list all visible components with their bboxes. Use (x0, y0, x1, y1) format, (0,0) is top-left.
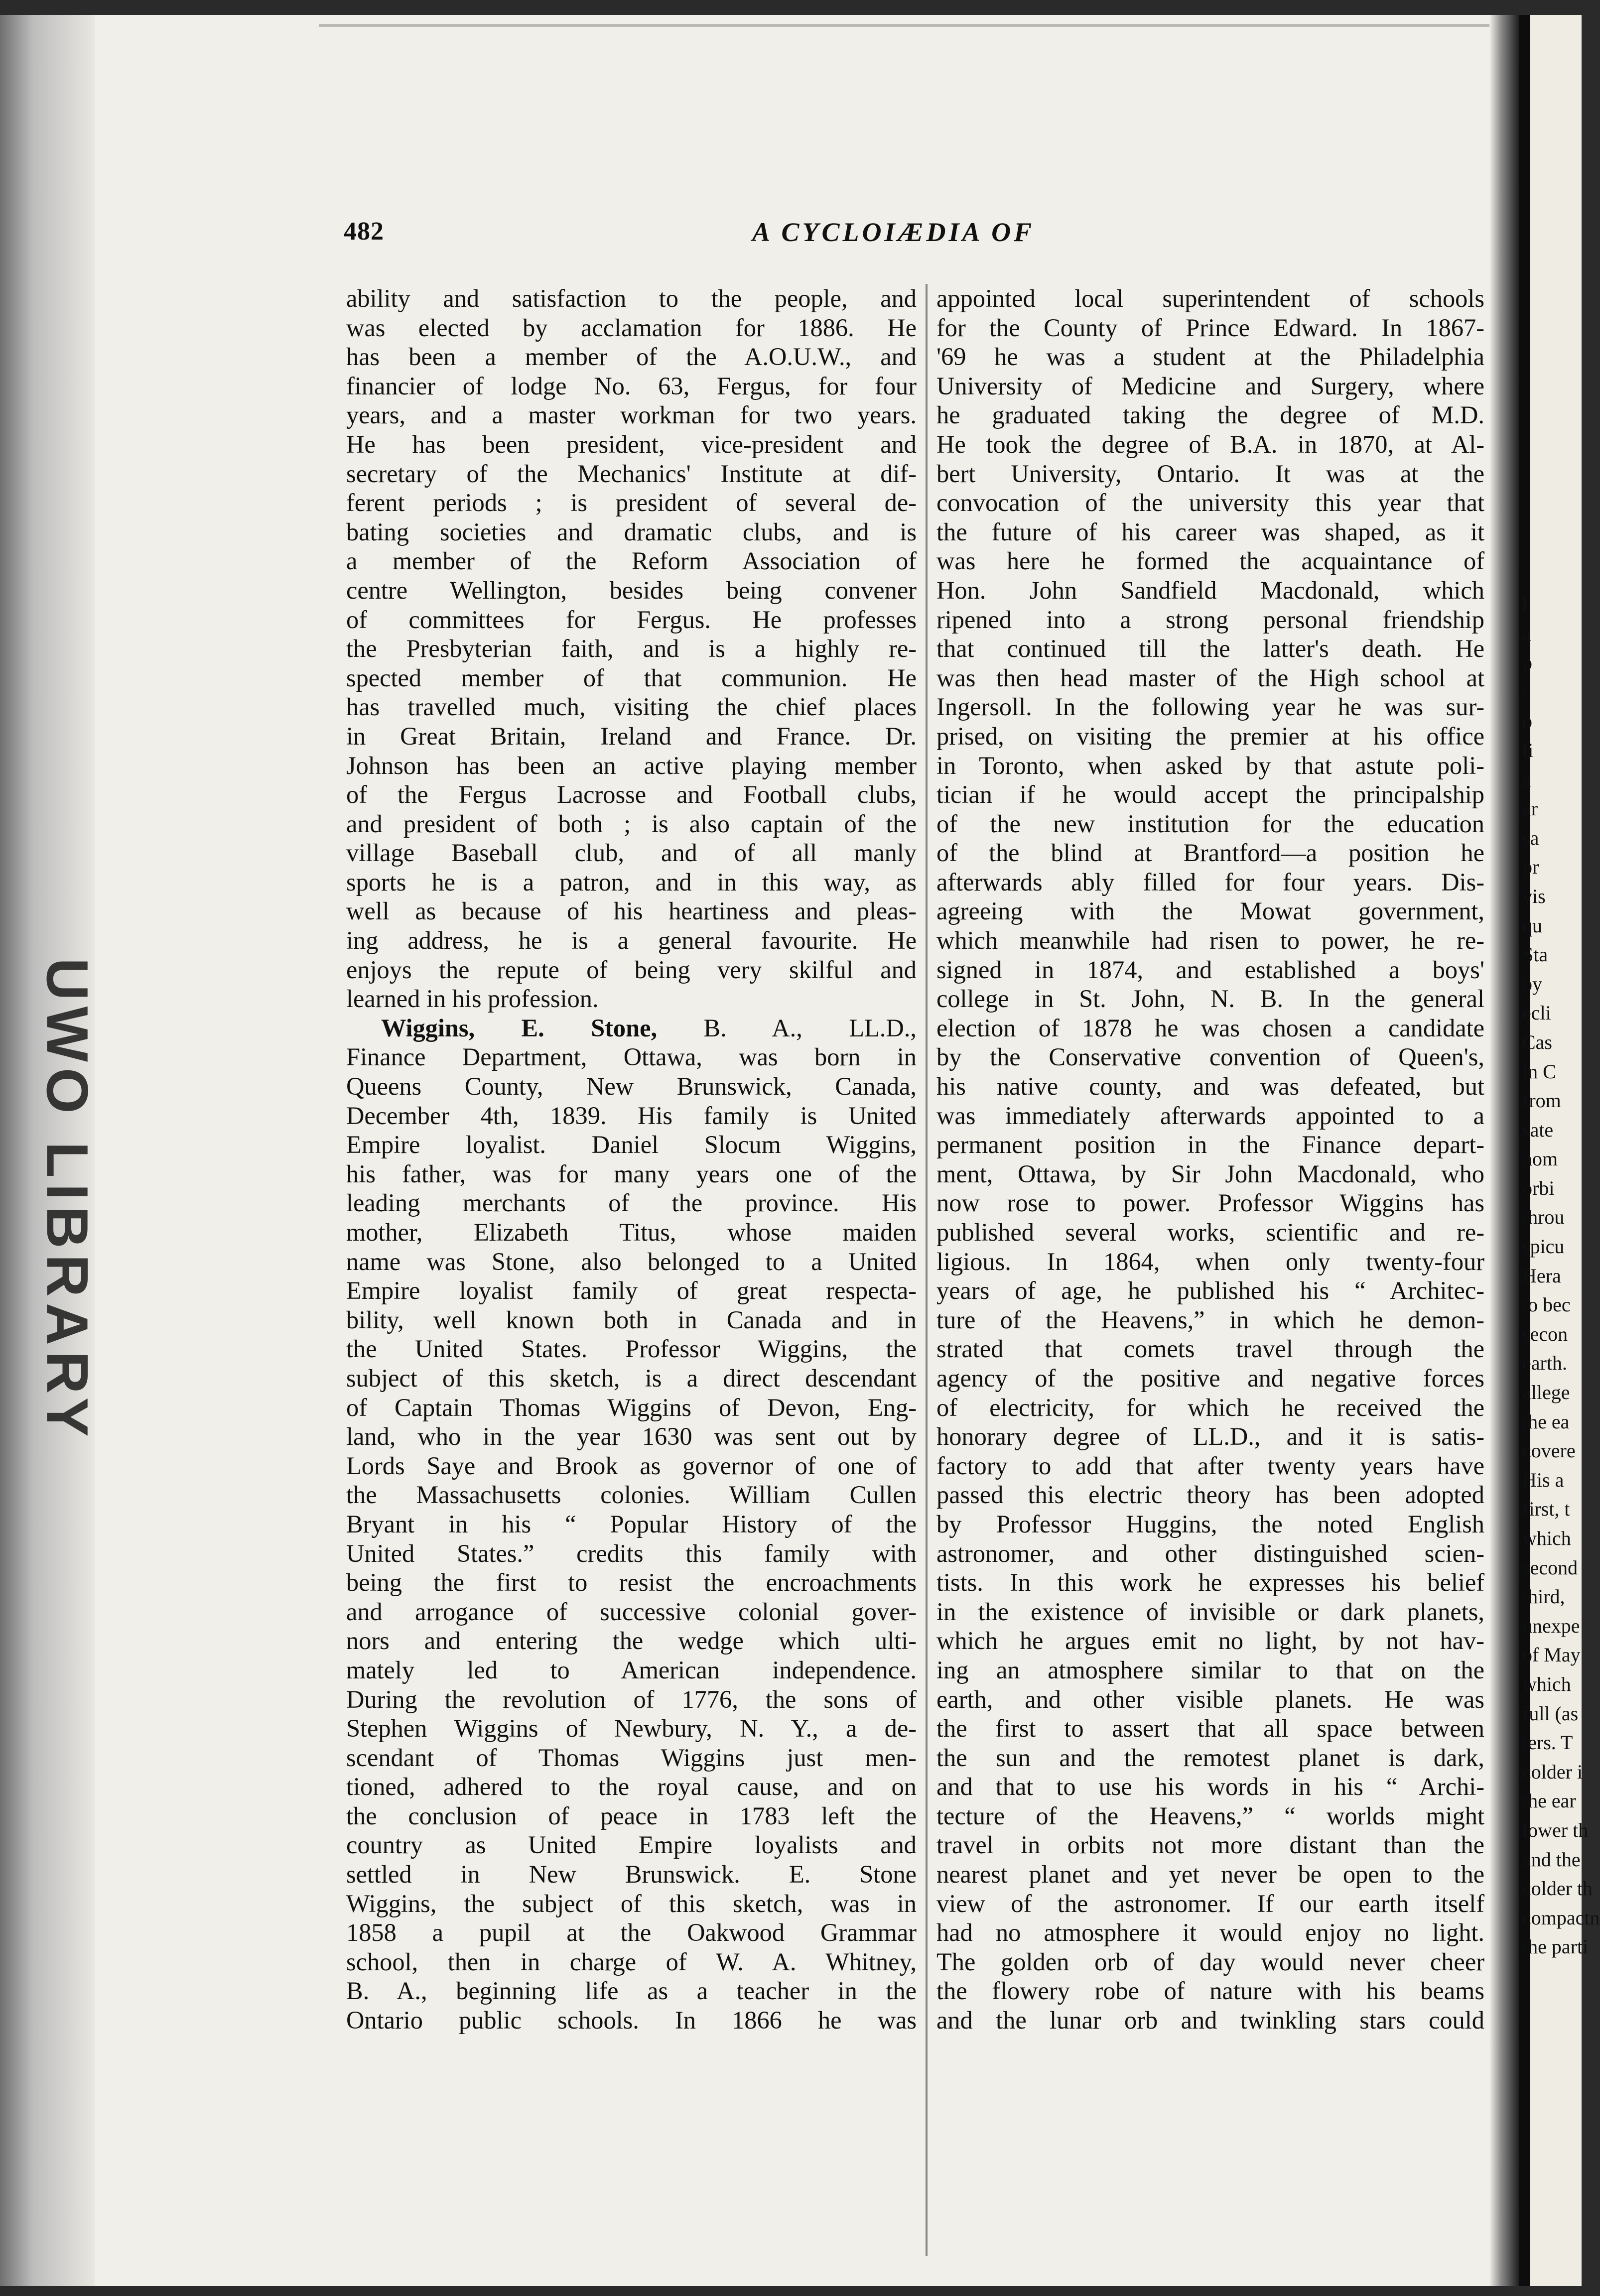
adjacent-page-fragment: the parti (1522, 1935, 1589, 1958)
right-column-line: published several works, scientific and re- (936, 1218, 1484, 1246)
left-column-line: the conclusion of peace in 1783 left the (346, 1801, 917, 1830)
left-column-line: centre Wellington, besides being convener (346, 576, 917, 604)
right-column-line: ripened into a strong personal friendship (936, 605, 1484, 634)
right-column-line: was here he formed the acquaintance of (936, 547, 1484, 575)
left-column-line: tioned, adhered to the royal cause, and on (346, 1773, 917, 1801)
right-column-line: tists. In this work he expresses his belief (936, 1568, 1484, 1597)
left-column-line: Queens County, New Brunswick, Canada, (346, 1072, 917, 1101)
entry-degrees: B. A., LL.D., (657, 1014, 917, 1042)
left-column-line: and president of both ; is also captain of the (346, 809, 917, 838)
adjacent-page-fragment: first, t (1522, 1498, 1570, 1521)
entry-name: Wiggins, E. Stone, (381, 1014, 658, 1042)
right-column-line: college in St. John, N. B. In the general (936, 985, 1484, 1013)
right-column-line: for the County of Prince Edward. In 1867- (936, 313, 1484, 342)
left-column-line: name was Stone, also belonged to a United (346, 1247, 917, 1276)
left-column-line: years, and a master workman for two years. (346, 401, 917, 429)
adjacent-page-fragment: of May (1522, 1644, 1581, 1666)
page-number: 482 (344, 217, 384, 246)
adjacent-page-fragment: unexpe (1522, 1614, 1580, 1637)
right-column-line: convocation of the university this year that (936, 489, 1484, 517)
left-column-line: Wiggins, the subject of this sketch, was in (346, 1889, 917, 1917)
left-column-line: Empire loyalist family of great respecta- (346, 1276, 917, 1305)
left-column-line: Empire loyalist. Daniel Slocum Wiggins, (346, 1131, 917, 1159)
left-column-line: settled in New Brunswick. E. Stone (346, 1860, 917, 1889)
adjacent-page-fragment: which (1522, 1672, 1571, 1695)
left-column-line: school, then in charge of W. A. Whitney, (346, 1947, 917, 1976)
top-edge-line (319, 24, 1489, 27)
adjacent-page-fragment: by (1522, 972, 1542, 995)
adjacent-page-fragment: the ear (1522, 1789, 1576, 1812)
left-column-line: the United States. Professor Wiggins, the (346, 1335, 917, 1363)
left-column-line: ability and satisfaction to the people, and (346, 284, 917, 312)
left-column-line: country as United Empire loyalists and (346, 1831, 917, 1859)
right-column-line: ture of the Heavens,” in which he demon- (936, 1305, 1484, 1334)
right-column (936, 284, 1484, 2296)
right-column-line: years of age, he published his “ Architec- (936, 1276, 1484, 1305)
adjacent-page-fragment: Sta (1522, 943, 1548, 966)
adjacent-page-fragment: ters. T (1522, 1731, 1573, 1754)
left-column-line: Finance Department, Ottawa, was born in (346, 1043, 917, 1071)
adjacent-page-fragment: compactn (1522, 1906, 1600, 1929)
right-column-line: University of Medicine and Surgery, where (936, 372, 1484, 400)
left-column-line: mately led to American independence. (346, 1656, 917, 1684)
left-column-line: leading merchants of the province. His (346, 1189, 917, 1217)
left-column-line: Lords Saye and Brook as governor of one of (346, 1451, 917, 1480)
right-column-line: travel in orbits not more distant than the (936, 1831, 1484, 1859)
left-column-line: B. A., beginning life as a teacher in the (346, 1977, 917, 2005)
right-column-line: '69 he was a student at the Philadelphia (936, 343, 1484, 371)
left-column-line: and arrogance of successive colonial gover- (346, 1597, 917, 1626)
right-column-line: Ingersoll. In the following year he was sur- (936, 693, 1484, 721)
running-head: A CYCLOIÆDIA OF (752, 217, 1035, 247)
left-column-line: well as because of his heartiness and pleas- (346, 897, 917, 925)
left-column-line: Ontario public schools. In 1866 he was (346, 2006, 917, 2035)
right-column-line: his native county, and was defeated, but (936, 1072, 1484, 1101)
adjacent-page-fragment: Cas (1522, 1030, 1552, 1053)
right-column-line: tician if he would accept the principalship (936, 780, 1484, 809)
right-column-line: in Toronto, when asked by that astute poli- (936, 751, 1484, 779)
adjacent-page (1519, 15, 1600, 2286)
right-column-line: that continued till the latter's death. He (936, 635, 1484, 663)
adjacent-page-fragment: second (1522, 1556, 1578, 1579)
adjacent-page-fragment: p (1522, 651, 1532, 674)
right-column-line: earth, and other visible planets. He was (936, 1685, 1484, 1713)
left-column-line: was elected by acclamation for 1886. He (346, 313, 917, 342)
right-column-line: Hon. John Sandfield Macdonald, which (936, 576, 1484, 604)
right-column-line: signed in 1874, and established a boys' (936, 955, 1484, 984)
left-column-line: has travelled much, visiting the chief places (346, 693, 917, 721)
adjacent-page-text (1522, 590, 1600, 1962)
right-column-line: afterwards ably filled for four years. Dis- (936, 868, 1484, 896)
right-column-line: by the Conservative convention of Queen's, (936, 1043, 1484, 1071)
left-column-line: of Captain Thomas Wiggins of Devon, Eng- (346, 1393, 917, 1421)
right-column-line: ligious. In 1864, when only twenty-four (936, 1247, 1484, 1276)
right-column-line: he graduated taking the degree of M.D. (936, 401, 1484, 429)
right-column-line: The golden orb of day would never cheer (936, 1947, 1484, 1976)
adjacent-page-fragment: secon (1522, 1322, 1568, 1345)
left-column-line: a member of the Reform Association of (346, 547, 917, 575)
adjacent-page-fragment: His a (1522, 1468, 1564, 1491)
adjacent-page-fragment: from (1522, 1089, 1561, 1112)
left-column (346, 284, 917, 2296)
right-column-line: agreeing with the Mowat government, (936, 897, 1484, 925)
left-column-line: scendant of Thomas Wiggins just men- (346, 1743, 917, 1772)
adjacent-page-fragment: to bec (1522, 1293, 1571, 1316)
adjacent-page-fragment: throu (1522, 1206, 1565, 1229)
left-column-line: 1858 a pupil at the Oakwood Grammar (346, 1918, 917, 1947)
adjacent-page-fragment: qu (1522, 914, 1542, 937)
right-column-line: now rose to power. Professor Wiggins has (936, 1189, 1484, 1217)
adjacent-page-fragment: sate (1522, 1118, 1554, 1141)
left-column-line: mother, Elizabeth Titus, whose maiden (346, 1218, 917, 1246)
adjacent-page-fragment: in C (1522, 1060, 1556, 1083)
left-column-line: Bryant in his “ Popular History of the (346, 1510, 917, 1538)
right-column-line: election of 1878 he was chosen a candidate (936, 1014, 1484, 1042)
right-column-line: agency of the positive and negative forces (936, 1364, 1484, 1392)
right-column-line: and that to use his words in his “ Archi- (936, 1773, 1484, 1801)
right-column-line: the future of his career was shaped, as it (936, 517, 1484, 546)
right-column-line: and the lunar orb and twinkling stars could (936, 2006, 1484, 2035)
adjacent-page-fragment: which (1522, 1527, 1571, 1549)
right-column-line: the flowery robe of nature with his beams (936, 1977, 1484, 2005)
left-column-line: has been a member of the A.O.U.W., and (346, 343, 917, 371)
adjacent-page-fragment: spicu (1522, 1235, 1565, 1258)
adjacent-page-fragment: pr (1522, 856, 1539, 879)
right-column-line: by Professor Huggins, the noted English (936, 1510, 1484, 1538)
left-column-line: Stephen Wiggins of Newbury, N. Y., a de- (346, 1714, 917, 1743)
adjacent-page-fragment: Hera (1522, 1264, 1561, 1287)
left-column-line: He has been president, vice-president and (346, 430, 917, 458)
right-column-line: strated that comets travel through the (936, 1335, 1484, 1363)
right-column-line: He took the degree of B.A. in 1870, at Al- (936, 430, 1484, 458)
right-column-line: which he argues emit no light, by not hav- (936, 1627, 1484, 1655)
left-column-line: nors and entering the wedge which ulti- (346, 1627, 917, 1655)
right-column-line: of electricity, for which he received the (936, 1393, 1484, 1421)
entry-heading-line (346, 1014, 917, 1043)
adjacent-page-fragment: full (as (1522, 1702, 1579, 1725)
right-column-line: was immediately afterwards appointed to a (936, 1101, 1484, 1130)
adjacent-page-fragment: vis (1522, 885, 1546, 907)
left-column-line: of committees for Fergus. He professes (346, 605, 917, 634)
left-column-line: village Baseball club, and of all manly (346, 839, 917, 867)
right-column-line: of the new institution for the education (936, 809, 1484, 838)
left-column-line: bating societies and dramatic clubs, and is (346, 517, 917, 546)
left-column-line: December 4th, 1839. His family is United (346, 1101, 917, 1130)
left-column-line: land, who in the year 1630 was sent out by (346, 1422, 917, 1451)
left-column-line: the Presbyterian faith, and is a highly re- (346, 635, 917, 663)
right-column-line: appointed local superintendent of schools (936, 284, 1484, 312)
left-column-line: Johnson has been an active playing member (346, 751, 917, 779)
right-column-line: the sun and the remotest planet is dark, (936, 1743, 1484, 1772)
right-column-line: astronomer, and other distinguished scien- (936, 1539, 1484, 1567)
right-column-line: view of the astronomer. If our earth itself (936, 1889, 1484, 1917)
right-column-line: passed this electric theory has been adopted (936, 1481, 1484, 1509)
right-column-line: ment, Ottawa, by Sir John Macdonald, who (936, 1159, 1484, 1188)
left-column-line: ferent periods ; is president of several de- (346, 489, 917, 517)
adjacent-page-fragment: and the (1522, 1848, 1581, 1871)
right-column-line: bert University, Ontario. It was at the (936, 459, 1484, 488)
adjacent-page-fragment: sa (1522, 826, 1539, 849)
adjacent-page-fragment: li (1522, 739, 1534, 762)
left-column-line: ing address, he is a general favourite. He (346, 926, 917, 955)
adjacent-page-fragment: the ea (1522, 1410, 1570, 1433)
left-column-line: During the revolution of 1776, the sons of (346, 1685, 917, 1713)
right-column-line: permanent position in the Finance depart- (936, 1131, 1484, 1159)
left-column-line: sports he is a patron, and in this way, as (346, 868, 917, 896)
left-column-line: being the first to resist the encroachments (346, 1568, 917, 1597)
library-stamp-text: UWO LIBRARY (34, 958, 100, 1443)
adjacent-page-fragment: orbi (1522, 1176, 1555, 1199)
page-edge-shadow (1489, 15, 1519, 2286)
left-column-line: his father, was for many years one of the (346, 1159, 917, 1188)
left-column-line: subject of this sketch, is a direct descendant (346, 1364, 917, 1392)
right-column-line: prised, on visiting the premier at his office (936, 722, 1484, 750)
adjacent-page-fragment: o (1522, 710, 1532, 733)
adjacent-page-fragment: third, (1522, 1585, 1565, 1608)
right-column-line: which meanwhile had risen to power, he re- (936, 926, 1484, 955)
right-column-line: in the existence of invisible or dark planets, (936, 1597, 1484, 1626)
right-column-line: nearest planet and yet never be open to the (936, 1860, 1484, 1889)
adjacent-page-fragment: l (1522, 593, 1528, 616)
adjacent-page-fragment: colder i (1522, 1760, 1583, 1783)
right-column-line: was then head master of the High school at (936, 663, 1484, 692)
adjacent-page-fragment: earth. (1522, 1352, 1567, 1375)
left-column-line: the Massachusetts colonies. William Cullen (346, 1481, 917, 1509)
library-stamp (34, 936, 100, 1464)
left-column-line: financier of lodge No. 63, Fergus, for four (346, 372, 917, 400)
left-column-line: United States.” credits this family with (346, 1539, 917, 1567)
adjacent-page-fragment: lower th (1522, 1818, 1589, 1841)
right-column-line: tecture of the Heavens,” “ worlds might (936, 1801, 1484, 1830)
right-column-line: of the blind at Brantford—a position he (936, 839, 1484, 867)
adjacent-page-fragment: ecli (1522, 1002, 1551, 1024)
left-column-line: learned in his profession. (346, 985, 599, 1013)
right-column-line: honorary degree of LL.D., and it is satis- (936, 1422, 1484, 1451)
left-column-line: secretary of the Mechanics' Institute at dif- (346, 459, 917, 488)
adjacent-page-fragment: colder th (1522, 1877, 1593, 1900)
adjacent-page-fragment: a (1522, 622, 1531, 645)
left-column-line: in Great Britain, Ireland and France. Dr. (346, 722, 917, 750)
column-divider (926, 284, 928, 2256)
adjacent-page-fragment: allege (1522, 1381, 1570, 1404)
adjacent-page-fragment: nom (1522, 1148, 1558, 1170)
right-column-line: ing an atmosphere similar to that on the (936, 1656, 1484, 1684)
right-column-line: the first to assert that all space between (936, 1714, 1484, 1743)
adjacent-page-fragment: a (1522, 768, 1531, 791)
left-column-line: bility, well known both in Canada and in (346, 1305, 917, 1334)
left-column-line: spected member of that communion. He (346, 663, 917, 692)
right-column-line: factory to add that after twenty years have (936, 1451, 1484, 1480)
adjacent-page-fragment: ar (1522, 797, 1538, 820)
left-column-line: of the Fergus Lacrosse and Football clubs, (346, 780, 917, 809)
left-column-line: enjoys the repute of being very skilful and (346, 955, 917, 984)
right-column-line: had no atmosphere it would enjoy no light. (936, 1918, 1484, 1947)
adjacent-page-fragment: covere (1522, 1439, 1576, 1462)
adjacent-page-fragment: t (1522, 680, 1528, 703)
book-page (0, 15, 1519, 2286)
